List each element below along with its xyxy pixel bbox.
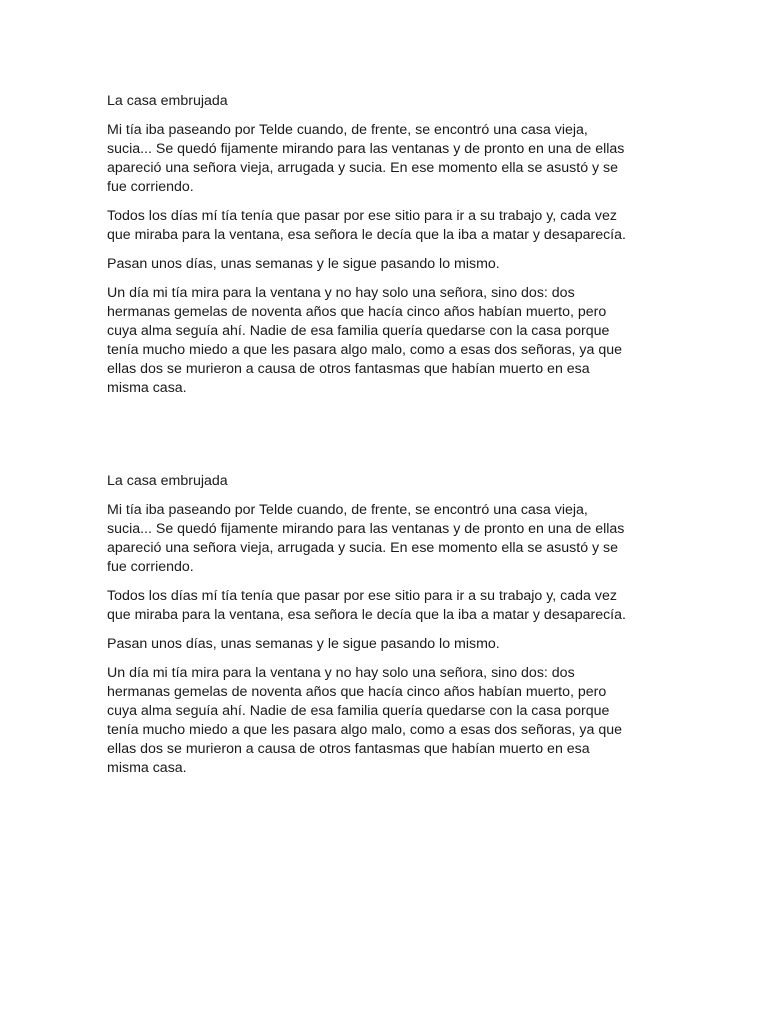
- story-paragraph: Mi tía iba paseando por Telde cuando, de frente, se encontró una casa vieja, sucia... Se quedó fijamente mirando para las ventanas y de pronto en una de ellas apareció una señora vieja, arrugada y sucia. En ese momento ella se asustó y se fue corriendo.: [107, 502, 625, 575]
- story-paragraph: Mi tía iba paseando por Telde cuando, de frente, se encontró una casa vieja, sucia... Se quedó fijamente mirando para las ventanas y de pronto en una de ellas apareció una señora vieja, arrugada y sucia. En ese momento ella se asustó y se fue corriendo.: [107, 122, 625, 195]
- story-paragraph: Todos los días mí tía tenía que pasar por ese sitio para ir a su trabajo y, cada vez que miraba para la ventana, esa señora le decía que la iba a matar y desaparecía.: [107, 588, 626, 623]
- story-section: [107, 472, 667, 788]
- story-paragraph: Un día mi tía mira para la ventana y no hay solo una señora, sino dos: dos hermanas gemelas de noventa años que hacía cinco años habían muerto, pero cuya alma seguía ahí. Nadie de esa familia quería quedarse con la casa porque tenía mucho miedo a que les pasara algo malo, como a esas dos señoras, ya que ellas dos se murieron a causa de otros fantasmas que habían muerto en esa misma casa.: [107, 285, 622, 396]
- story-paragraph: Pasan unos días, unas semanas y le sigue pasando lo mismo.: [107, 256, 500, 272]
- story-paragraph: Todos los días mí tía tenía que pasar por ese sitio para ir a su trabajo y, cada vez que miraba para la ventana, esa señora le decía que la iba a matar y desaparecía.: [107, 208, 626, 243]
- story-title: La casa embrujada: [107, 93, 228, 109]
- story-paragraph: Pasan unos días, unas semanas y le sigue pasando lo mismo.: [107, 636, 500, 652]
- story-title: La casa embrujada: [107, 473, 228, 489]
- story-section: [107, 92, 667, 408]
- story-paragraph: Un día mi tía mira para la ventana y no hay solo una señora, sino dos: dos hermanas gemelas de noventa años que hacía cinco años habían muerto, pero cuya alma seguía ahí. Nadie de esa familia quería quedarse con la casa porque tenía mucho miedo a que les pasara algo malo, como a esas dos señoras, ya que ellas dos se murieron a causa de otros fantasmas que habían muerto en esa misma casa.: [107, 665, 622, 776]
